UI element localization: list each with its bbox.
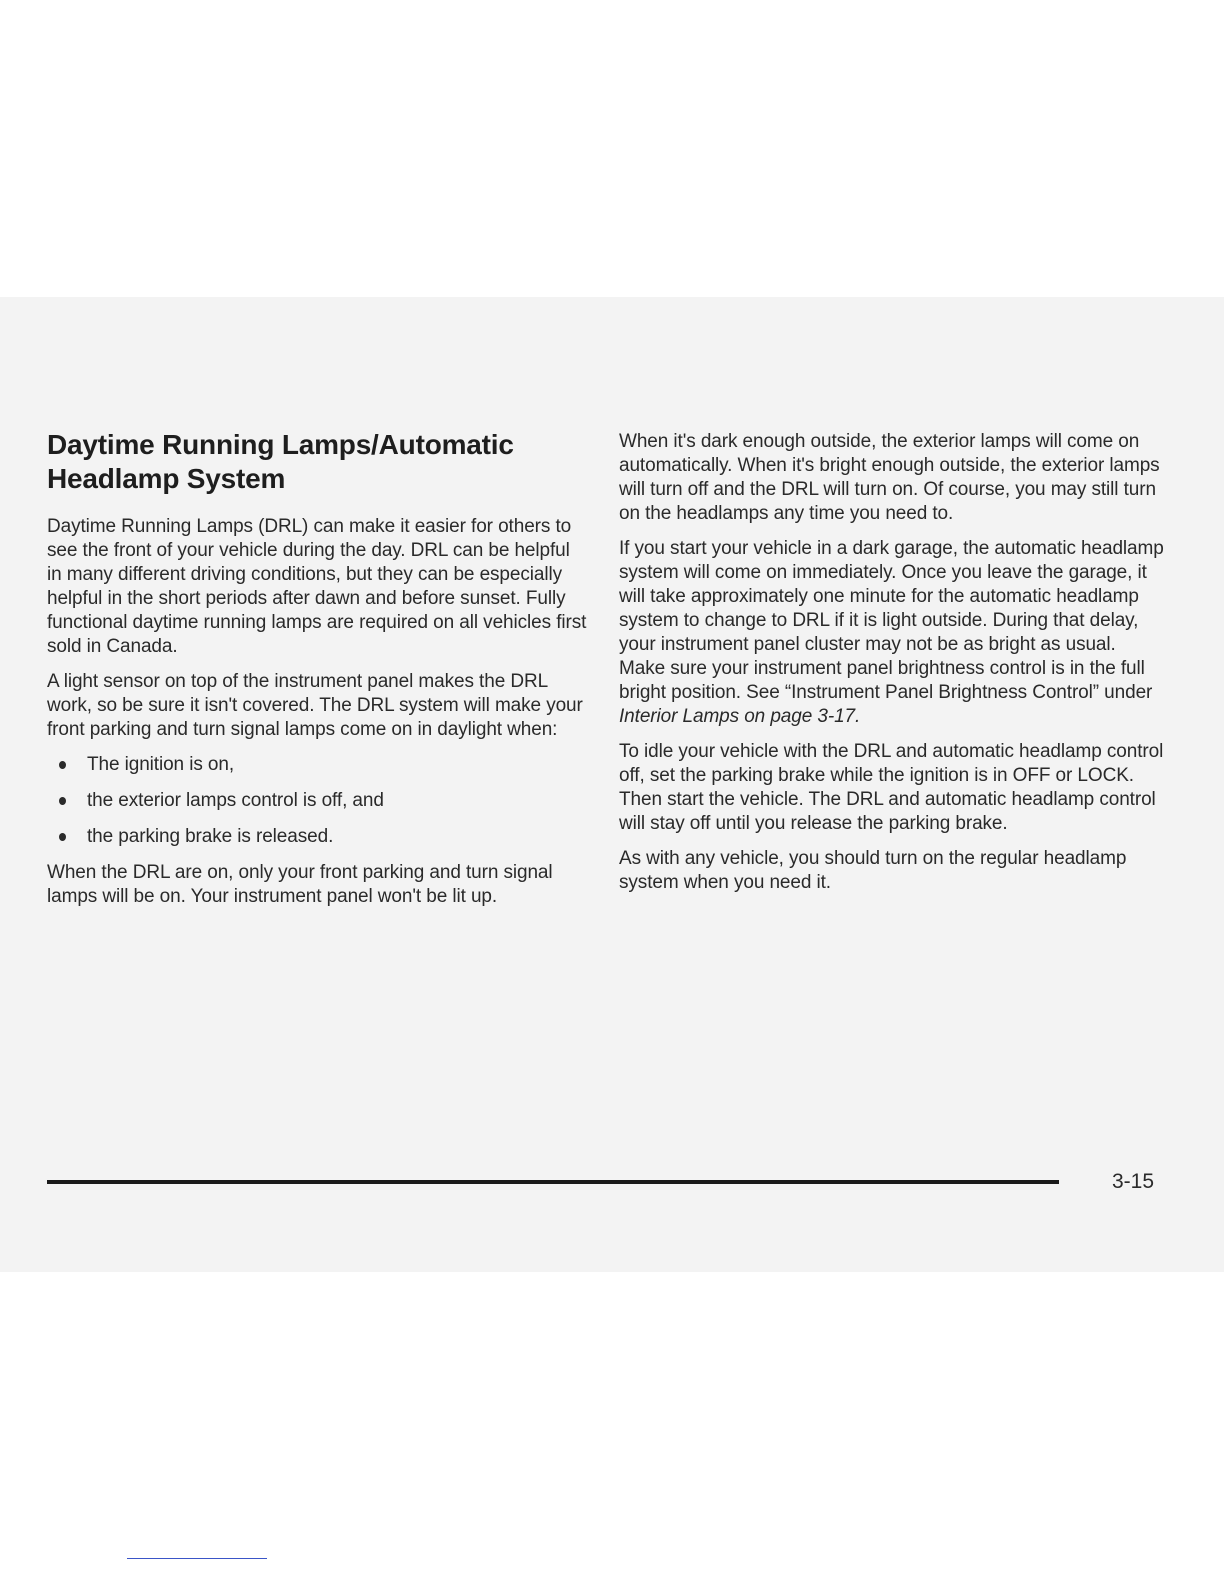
dark-garage-text: If you start your vehicle in a dark garage, the automatic headlamp system will come on immediately. Once you leave the garage, it will take approximately one minute for the automatic headlamp system to change to DRL if it is light outside. During that delay, your instrument panel cluster may not be as bright as usual. Make sure your instrument panel brightness control is in the full bright position. See “Instrument Panel Brightness Control” under: [619, 538, 1164, 703]
regular-headlamp-paragraph: As with any vehicle, you should turn on the regular headlamp system when you need it.: [619, 848, 1127, 893]
drl-intro-paragraph: Daytime Running Lamps (DRL) can make it easier for others to see the front of your vehicle during the day. DRL can be helpful in many different driving conditions, but they can be especially helpful in the short periods after dawn and before sunset. Fully functional daytime running lamps are required on all vehicles first sold in Canada.: [47, 516, 587, 657]
bullet-icon: [59, 761, 66, 769]
list-item-text: The ignition is on,: [87, 754, 235, 775]
section-heading: Daytime Running Lamps/Automatic Headlamp System: [47, 429, 514, 494]
left-column: [47, 428, 587, 920]
auto-lamps-paragraph: When it's dark enough outside, the exterior lamps will come on automatically. When it's bright enough outside, the exterior lamps will turn off and the DRL will turn on. Of course, you may still turn on the headlamps any time you need to.: [619, 431, 1160, 524]
dark-garage-paragraph: [619, 537, 1164, 729]
light-sensor-paragraph: A light sensor on top of the instrument panel makes the DRL work, so be sure it isn't covered. The DRL system will make your front parking and turn signal lamps come on in daylight when:: [47, 671, 583, 740]
list-item-text: the parking brake is released.: [87, 826, 334, 847]
list-item: [47, 789, 587, 813]
drl-on-paragraph: When the DRL are on, only your front parking and turn signal lamps will be on. Your instrument panel won't be lit up.: [47, 862, 553, 907]
bottom-link-line: [127, 1558, 267, 1559]
list-item: [47, 753, 587, 777]
footer-rule: [47, 1180, 1059, 1184]
list-item-text: the exterior lamps control is off, and: [87, 790, 384, 811]
interior-lamps-reference: Interior Lamps on page 3-17.: [619, 706, 861, 727]
drl-conditions-list: [47, 753, 587, 849]
bullet-icon: [59, 797, 66, 805]
page-number: 3-15: [1112, 1170, 1155, 1193]
list-item: [47, 825, 587, 849]
bullet-icon: [59, 833, 66, 841]
idle-vehicle-paragraph: To idle your vehicle with the DRL and automatic headlamp control off, set the parking brake while the ignition is in OFF or LOCK. Then start the vehicle. The DRL and automatic headlamp control will stay off until you release the parking brake.: [619, 741, 1164, 834]
right-column: [619, 430, 1164, 906]
